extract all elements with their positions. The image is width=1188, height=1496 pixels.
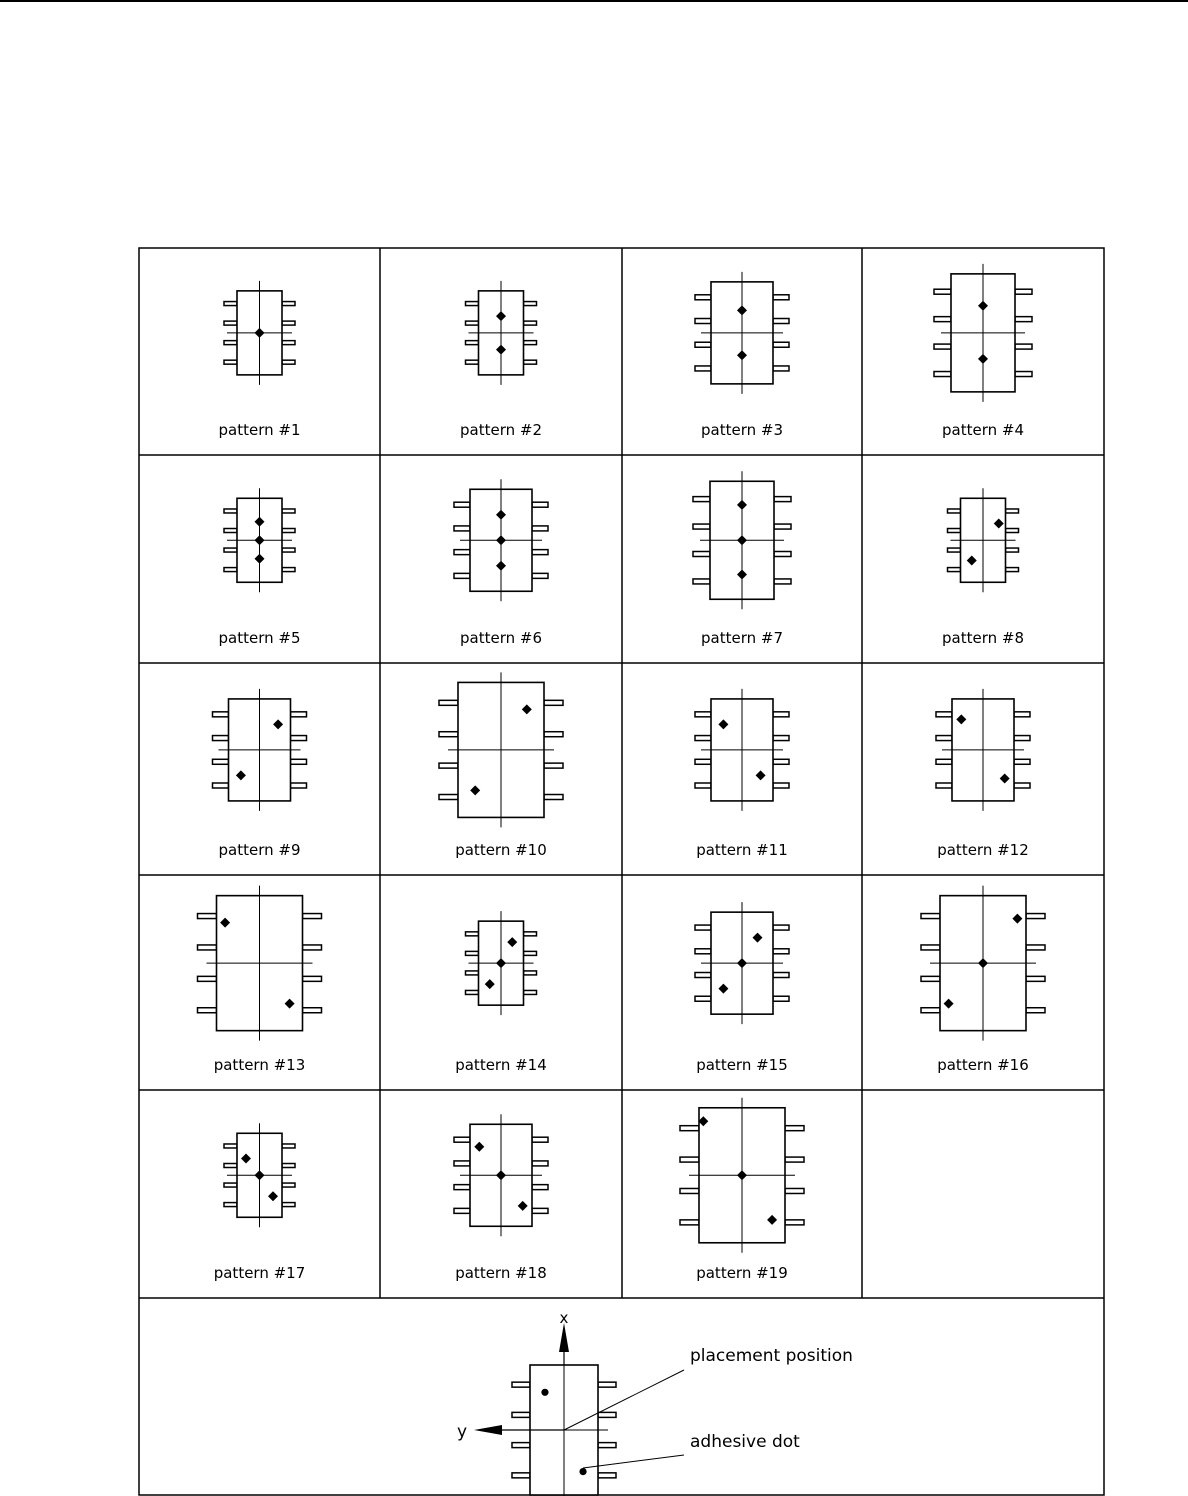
component-lead xyxy=(785,1157,804,1162)
component-lead xyxy=(1026,1008,1045,1013)
component-lead xyxy=(1006,529,1019,533)
component-lead xyxy=(224,1183,237,1187)
component-lead xyxy=(921,914,940,919)
component-lead xyxy=(934,317,951,322)
component-lead xyxy=(598,1412,616,1417)
component-lead xyxy=(785,1220,804,1225)
y-axis-arrowhead xyxy=(474,1425,502,1435)
component-lead xyxy=(198,945,217,950)
component-lead xyxy=(512,1412,530,1417)
component-lead xyxy=(524,321,537,325)
component-lead xyxy=(785,1188,804,1193)
component-lead xyxy=(773,319,789,324)
y-axis-label: y xyxy=(456,1422,468,1442)
component-lead xyxy=(598,1443,616,1448)
component-lead xyxy=(466,302,479,306)
pattern-label: pattern #8 xyxy=(942,629,1024,647)
component-lead xyxy=(774,552,791,557)
component-lead xyxy=(680,1157,699,1162)
pattern-label: pattern #14 xyxy=(455,1056,547,1074)
component-lead xyxy=(282,321,295,325)
component-lead xyxy=(466,990,479,994)
component-lead xyxy=(213,759,229,764)
component-lead xyxy=(680,1220,699,1225)
component-lead xyxy=(693,552,710,557)
component-lead xyxy=(213,783,229,788)
component-lead xyxy=(524,302,537,306)
component-lead xyxy=(773,342,789,347)
pattern-label: pattern #6 xyxy=(460,629,542,647)
component-lead xyxy=(224,321,237,325)
component-lead xyxy=(532,526,548,531)
component-lead xyxy=(282,548,295,552)
component-lead xyxy=(213,712,229,717)
component-lead xyxy=(774,579,791,584)
component-lead xyxy=(282,360,295,364)
component-lead xyxy=(291,783,307,788)
component-lead xyxy=(213,736,229,741)
pattern-label: pattern #5 xyxy=(218,629,301,647)
pattern-cell xyxy=(680,1098,804,1282)
pattern-cell xyxy=(936,689,1030,859)
component-lead xyxy=(532,1137,548,1142)
component-lead xyxy=(936,783,952,788)
component-lead xyxy=(773,783,789,788)
component-lead xyxy=(921,1008,940,1013)
component-lead xyxy=(544,700,563,705)
component-lead xyxy=(282,509,295,513)
component-lead xyxy=(291,736,307,741)
component-lead xyxy=(773,949,789,954)
component-lead xyxy=(921,976,940,981)
component-lead xyxy=(512,1443,530,1448)
pattern-cell xyxy=(942,488,1024,647)
component-lead xyxy=(695,783,711,788)
component-lead xyxy=(524,932,537,936)
pattern-cell xyxy=(921,886,1045,1074)
component-lead xyxy=(282,302,295,306)
pattern-label: pattern #1 xyxy=(218,421,301,439)
pattern-label: pattern #13 xyxy=(213,1056,306,1074)
component-lead xyxy=(512,1473,530,1478)
component-lead xyxy=(773,925,789,930)
component-lead xyxy=(291,759,307,764)
component-lead xyxy=(921,945,940,950)
pattern-cell xyxy=(455,911,547,1074)
component-lead xyxy=(695,925,711,930)
pattern-cell xyxy=(439,672,563,859)
component-lead xyxy=(524,971,537,975)
component-lead xyxy=(454,1161,470,1166)
component-lead xyxy=(466,360,479,364)
pattern-label: pattern #4 xyxy=(942,421,1024,439)
component-lead xyxy=(439,700,458,705)
component-lead xyxy=(785,1126,804,1131)
component-lead xyxy=(291,712,307,717)
component-lead xyxy=(224,1144,237,1148)
adhesive-dot xyxy=(541,1389,548,1396)
component-lead xyxy=(1015,372,1032,377)
component-lead xyxy=(680,1188,699,1193)
component-lead xyxy=(224,360,237,364)
component-lead xyxy=(454,1185,470,1190)
component-lead xyxy=(695,366,711,371)
component-lead xyxy=(948,509,961,513)
component-lead xyxy=(695,996,711,1001)
component-lead xyxy=(439,795,458,800)
component-lead xyxy=(1014,736,1030,741)
component-lead xyxy=(695,736,711,741)
component-lead xyxy=(524,990,537,994)
component-lead xyxy=(282,341,295,345)
component-lead xyxy=(680,1126,699,1131)
component-lead xyxy=(532,573,548,578)
pattern-label: pattern #12 xyxy=(937,841,1029,859)
component-lead xyxy=(282,1203,295,1207)
component-lead xyxy=(598,1473,616,1478)
component-lead xyxy=(695,949,711,954)
pattern-cell xyxy=(214,1123,306,1282)
component-lead xyxy=(773,996,789,1001)
component-lead xyxy=(303,914,322,919)
component-lead xyxy=(282,1164,295,1168)
pattern-label: pattern #18 xyxy=(455,1264,547,1282)
component-lead xyxy=(693,579,710,584)
component-lead xyxy=(598,1382,616,1387)
component-lead xyxy=(303,1008,322,1013)
component-lead xyxy=(1006,548,1019,552)
component-lead xyxy=(524,360,537,364)
component-lead xyxy=(303,976,322,981)
legend-panel xyxy=(457,1309,853,1496)
component-lead xyxy=(773,736,789,741)
component-lead xyxy=(774,497,791,502)
pattern-label: pattern #10 xyxy=(455,841,547,859)
component-lead xyxy=(524,951,537,955)
component-lead xyxy=(454,1208,470,1213)
pattern-cell xyxy=(213,689,307,859)
pattern-cell xyxy=(695,902,789,1074)
pattern-cell xyxy=(219,488,301,647)
component-lead xyxy=(544,763,563,768)
component-lead xyxy=(454,1137,470,1142)
component-lead xyxy=(936,736,952,741)
component-lead xyxy=(532,1185,548,1190)
component-lead xyxy=(466,932,479,936)
component-lead xyxy=(1014,783,1030,788)
component-lead xyxy=(1026,976,1045,981)
component-lead xyxy=(948,568,961,572)
component-lead xyxy=(693,524,710,529)
pattern-cell xyxy=(695,689,789,859)
component-lead xyxy=(1014,712,1030,717)
component-lead xyxy=(773,366,789,371)
pattern-label: pattern #9 xyxy=(218,841,301,859)
component-lead xyxy=(454,550,470,555)
component-lead xyxy=(1006,509,1019,513)
adhesive-dot xyxy=(579,1468,586,1475)
component-lead xyxy=(695,712,711,717)
component-lead xyxy=(695,759,711,764)
component-lead xyxy=(466,951,479,955)
pattern-label: pattern #19 xyxy=(696,1264,788,1282)
component-lead xyxy=(454,526,470,531)
component-lead xyxy=(695,295,711,300)
placement-position-label: placement position xyxy=(690,1346,853,1366)
component-lead xyxy=(198,1008,217,1013)
adhesive-dot-label: adhesive dot xyxy=(690,1432,800,1452)
x-axis-arrowhead xyxy=(559,1323,569,1352)
pattern-label: pattern #11 xyxy=(696,841,788,859)
component-lead xyxy=(934,372,951,377)
component-lead xyxy=(773,712,789,717)
pattern-label: pattern #15 xyxy=(696,1056,788,1074)
component-lead xyxy=(524,341,537,345)
component-lead xyxy=(224,529,237,533)
component-lead xyxy=(282,1144,295,1148)
pattern-cell xyxy=(219,281,301,439)
component-lead xyxy=(466,971,479,975)
component-lead xyxy=(695,973,711,978)
component-lead xyxy=(532,502,548,507)
component-lead xyxy=(466,341,479,345)
component-lead xyxy=(773,295,789,300)
component-lead xyxy=(224,548,237,552)
component-lead xyxy=(948,529,961,533)
pattern-cell xyxy=(198,886,322,1074)
component-lead xyxy=(439,732,458,737)
component-lead xyxy=(224,509,237,513)
pattern-cell xyxy=(693,471,791,647)
component-lead xyxy=(1015,317,1032,322)
pattern-label: pattern #17 xyxy=(213,1264,306,1282)
x-axis-label: x xyxy=(559,1309,569,1327)
component-lead xyxy=(282,529,295,533)
pattern-cell xyxy=(454,479,548,647)
component-lead xyxy=(934,289,951,294)
component-lead xyxy=(934,344,951,349)
component-lead xyxy=(532,550,548,555)
component-lead xyxy=(224,1164,237,1168)
component-lead xyxy=(198,976,217,981)
component-lead xyxy=(282,1183,295,1187)
component-lead xyxy=(936,712,952,717)
component-lead xyxy=(198,914,217,919)
component-lead xyxy=(948,548,961,552)
component-lead xyxy=(774,524,791,529)
component-lead xyxy=(695,319,711,324)
component-lead xyxy=(532,1208,548,1213)
component-lead xyxy=(1015,289,1032,294)
component-lead xyxy=(1006,568,1019,572)
component-lead xyxy=(439,763,458,768)
component-lead xyxy=(693,497,710,502)
component-lead xyxy=(282,568,295,572)
component-lead xyxy=(1026,945,1045,950)
component-lead xyxy=(544,732,563,737)
pattern-cell xyxy=(454,1114,548,1282)
component-lead xyxy=(532,1161,548,1166)
component-lead xyxy=(773,973,789,978)
pattern-label: pattern #7 xyxy=(701,629,783,647)
component-lead xyxy=(224,1203,237,1207)
pattern-cell xyxy=(934,264,1032,439)
component-lead xyxy=(936,759,952,764)
component-lead xyxy=(1015,344,1032,349)
component-lead xyxy=(544,795,563,800)
component-lead xyxy=(224,302,237,306)
component-lead xyxy=(512,1382,530,1387)
component-lead xyxy=(1026,914,1045,919)
component-lead xyxy=(224,568,237,572)
component-lead xyxy=(695,342,711,347)
component-lead xyxy=(454,573,470,578)
pattern-cell xyxy=(460,281,542,439)
pattern-label: pattern #16 xyxy=(937,1056,1029,1074)
pattern-label: pattern #2 xyxy=(460,421,542,439)
pattern-label: pattern #3 xyxy=(701,421,783,439)
component-lead xyxy=(303,945,322,950)
pattern-cell xyxy=(695,272,789,439)
component-lead xyxy=(224,341,237,345)
component-lead xyxy=(1014,759,1030,764)
component-lead xyxy=(454,502,470,507)
component-lead xyxy=(773,759,789,764)
component-lead xyxy=(466,321,479,325)
